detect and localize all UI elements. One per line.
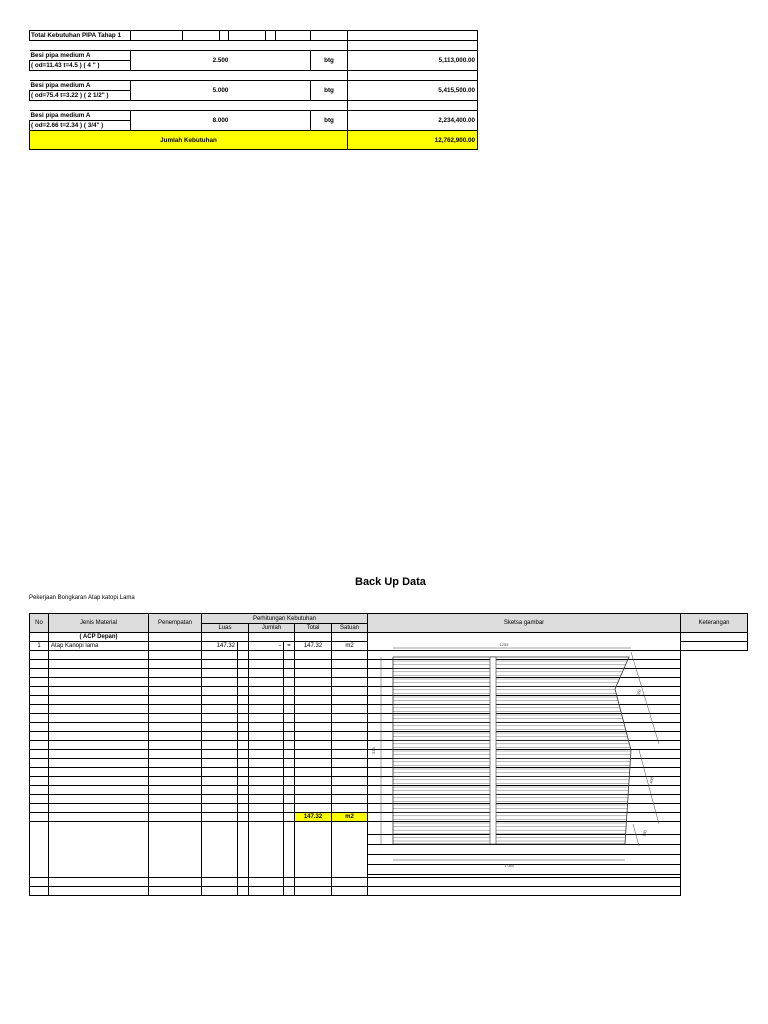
col-note: Keterangan [681,614,748,633]
backup-subtitle: Pekerjaan Bongkaran Atap katopi Lama [29,595,135,601]
col-satuan: Satuan [332,624,368,633]
item-name: Besi pipa medium A [30,81,131,91]
item-spec: ( od=2.66 t=2.34 ) ( 3/4" ) [30,121,131,131]
item-spec: ( od=75.4 t=3.22 ) ( 2 1/2" ) [30,91,131,101]
row-total: 147.32 [295,642,332,651]
dim-d3: 190 [641,829,648,838]
row-unit: m2 [332,642,368,651]
item-unit: btg [311,51,348,71]
item-qty: 2.500 [131,51,311,71]
table-row [30,51,478,61]
canopy-sketch [369,634,669,872]
col-no: No [30,614,49,633]
table-title: Total Kebutuhan PIPA Tahap 1 [30,31,131,41]
roof-panel-lines [393,661,631,841]
row-material: Atap Kanopi lama [49,642,149,651]
item-qty: 5.000 [131,81,311,101]
dim-line-d1 [631,652,659,744]
col-luas: Luas [202,624,249,633]
item-spec: ( od=11.43 t=4.5 ) ( 4 '' ) [30,61,131,71]
total-row [30,131,478,150]
item-name: Besi pipa medium A [30,111,131,121]
col-material: Jenis Material [49,614,149,633]
table-row [30,81,478,91]
dim-line-d2 [639,750,659,824]
row-eq: = [284,642,295,651]
header-row [30,614,748,624]
row-dash: - [249,642,284,651]
col-jumlah: Jumlah [249,624,295,633]
dim-top: 1255 [499,642,509,647]
col-total: Total [295,624,332,633]
row-no: 1 [30,642,49,651]
section-label: ( ACP Depan) [49,633,149,642]
dim-d2: 408 [648,776,655,785]
backup-title: Back Up Data [355,576,426,588]
dim-bottom: 1 080 [503,863,515,868]
roof-divider [490,657,496,844]
dim-d1: 360 [635,688,643,697]
total-label: Jumlah Kebutuhan [30,131,348,150]
sum-total: 147.32 [295,813,332,822]
item-name: Besi pipa medium A [30,51,131,61]
dim-left: 338 [371,747,376,754]
item-unit: btg [311,111,348,131]
table-row [30,111,478,121]
row-luas: 147.32 [202,642,238,651]
item-unit: btg [311,81,348,101]
col-placement: Penempatan [149,614,202,633]
pipe-needs-table [29,30,478,150]
item-amount: 2,234,400.00 [348,111,478,131]
item-qty: 8.000 [131,111,311,131]
total-value: 12,762,900.00 [348,131,478,150]
sum-unit: m2 [332,813,368,822]
col-calc: Perhitungan Kebutuhan [202,614,368,624]
dim-line-d3 [633,824,639,846]
item-amount: 5,415,500.00 [348,81,478,101]
col-sketch: Sketsa gambar [368,614,681,633]
item-amount: 5,113,000.00 [348,51,478,71]
table-title-row [30,31,478,41]
